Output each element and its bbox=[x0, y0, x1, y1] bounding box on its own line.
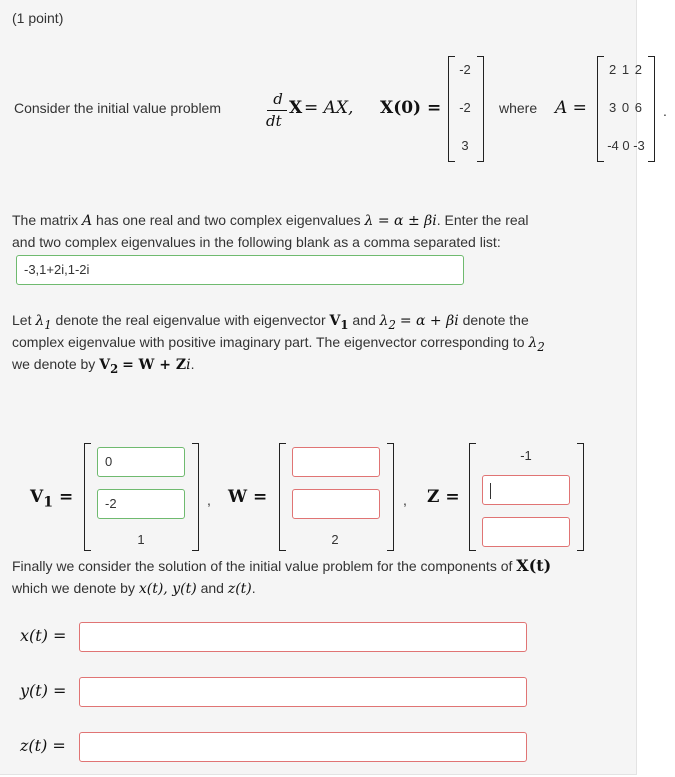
text-cursor bbox=[490, 483, 491, 499]
z-left-bracket bbox=[469, 443, 476, 551]
x0-entry: 3 bbox=[461, 138, 469, 153]
w-entry-input[interactable] bbox=[292, 447, 380, 477]
x0-entry: -2 bbox=[459, 62, 471, 77]
eq-lhs-x: X bbox=[289, 98, 303, 118]
v1-right-bracket bbox=[192, 443, 199, 551]
v1-entry: 1 bbox=[137, 532, 145, 547]
problem-intro: Consider the initial value problem bbox=[14, 100, 221, 116]
w-label: W = bbox=[228, 487, 268, 507]
v1-entry-input[interactable]: 0 bbox=[97, 447, 185, 477]
points-label: (1 point) bbox=[12, 10, 64, 26]
x0-label: X(0) = bbox=[380, 98, 442, 118]
y-t-label: y(t) = bbox=[20, 681, 67, 700]
w-entry: 2 bbox=[331, 532, 339, 547]
z-t-label: z(t) = bbox=[20, 736, 66, 755]
final-text-line2: which we denote by x(t), y(t) and z(t). bbox=[12, 580, 256, 597]
x0-entry: -2 bbox=[459, 100, 471, 115]
v1-entry-input[interactable]: -2 bbox=[97, 489, 185, 519]
z-entry-input[interactable] bbox=[482, 475, 570, 505]
a-label: A = bbox=[555, 98, 587, 118]
v1-label: $V_1$ = bbox=[30, 487, 74, 511]
z-entry-input[interactable] bbox=[482, 517, 570, 547]
separator-comma: , bbox=[403, 492, 407, 508]
y-t-input[interactable] bbox=[79, 677, 527, 707]
a-row: 2 1 2 bbox=[609, 62, 643, 77]
deriv-numerator: d bbox=[273, 90, 283, 108]
w-entry-input[interactable] bbox=[292, 489, 380, 519]
a-trailing-period: . bbox=[663, 103, 667, 119]
where-label: where bbox=[499, 100, 538, 116]
z-right-bracket bbox=[577, 443, 584, 551]
v1-left-bracket bbox=[84, 443, 91, 551]
eigen-prompt-line1: The matrix A has one real and two complex eigenvalues λ = α ± βi. Enter the real bbox=[12, 212, 529, 229]
eigen-prompt-line2: and two complex eigenvalues in the following blank as a comma separated list: bbox=[12, 234, 501, 250]
deriv-denominator: dt bbox=[266, 112, 282, 130]
z-t-input[interactable] bbox=[79, 732, 527, 762]
vectors-text-line1: Let $\lambda_1$ denote the real eigenvalue with eigenvector $V_1$ and $\lambda_2 = \alpha + \beta i$ denote the bbox=[12, 312, 529, 332]
x-t-label: x(t) = bbox=[20, 626, 67, 645]
w-left-bracket bbox=[279, 443, 286, 551]
w-right-bracket bbox=[387, 443, 394, 551]
final-text-line1: Finally we consider the solution of the initial value problem for the components of X(t) bbox=[12, 556, 552, 575]
eq-rhs: = AX, bbox=[304, 98, 354, 118]
z-label: Z = bbox=[427, 487, 460, 507]
z-entry: -1 bbox=[520, 448, 532, 463]
a-row: -4 0 -3 bbox=[607, 138, 645, 153]
eigenvalues-input[interactable]: -3,1+2i,1-2i bbox=[16, 255, 464, 285]
a-row: 3 0 6 bbox=[609, 100, 643, 115]
x-t-input[interactable] bbox=[79, 622, 527, 652]
separator-comma: , bbox=[207, 492, 211, 508]
fraction-bar bbox=[267, 110, 287, 111]
vectors-text-line2: complex eigenvalue with positive imaginary part. The eigenvector corresponding to $\lambda_2$ bbox=[12, 334, 545, 354]
vectors-text-line3: we denote by $V_2 = W + Zi$. bbox=[12, 356, 195, 376]
